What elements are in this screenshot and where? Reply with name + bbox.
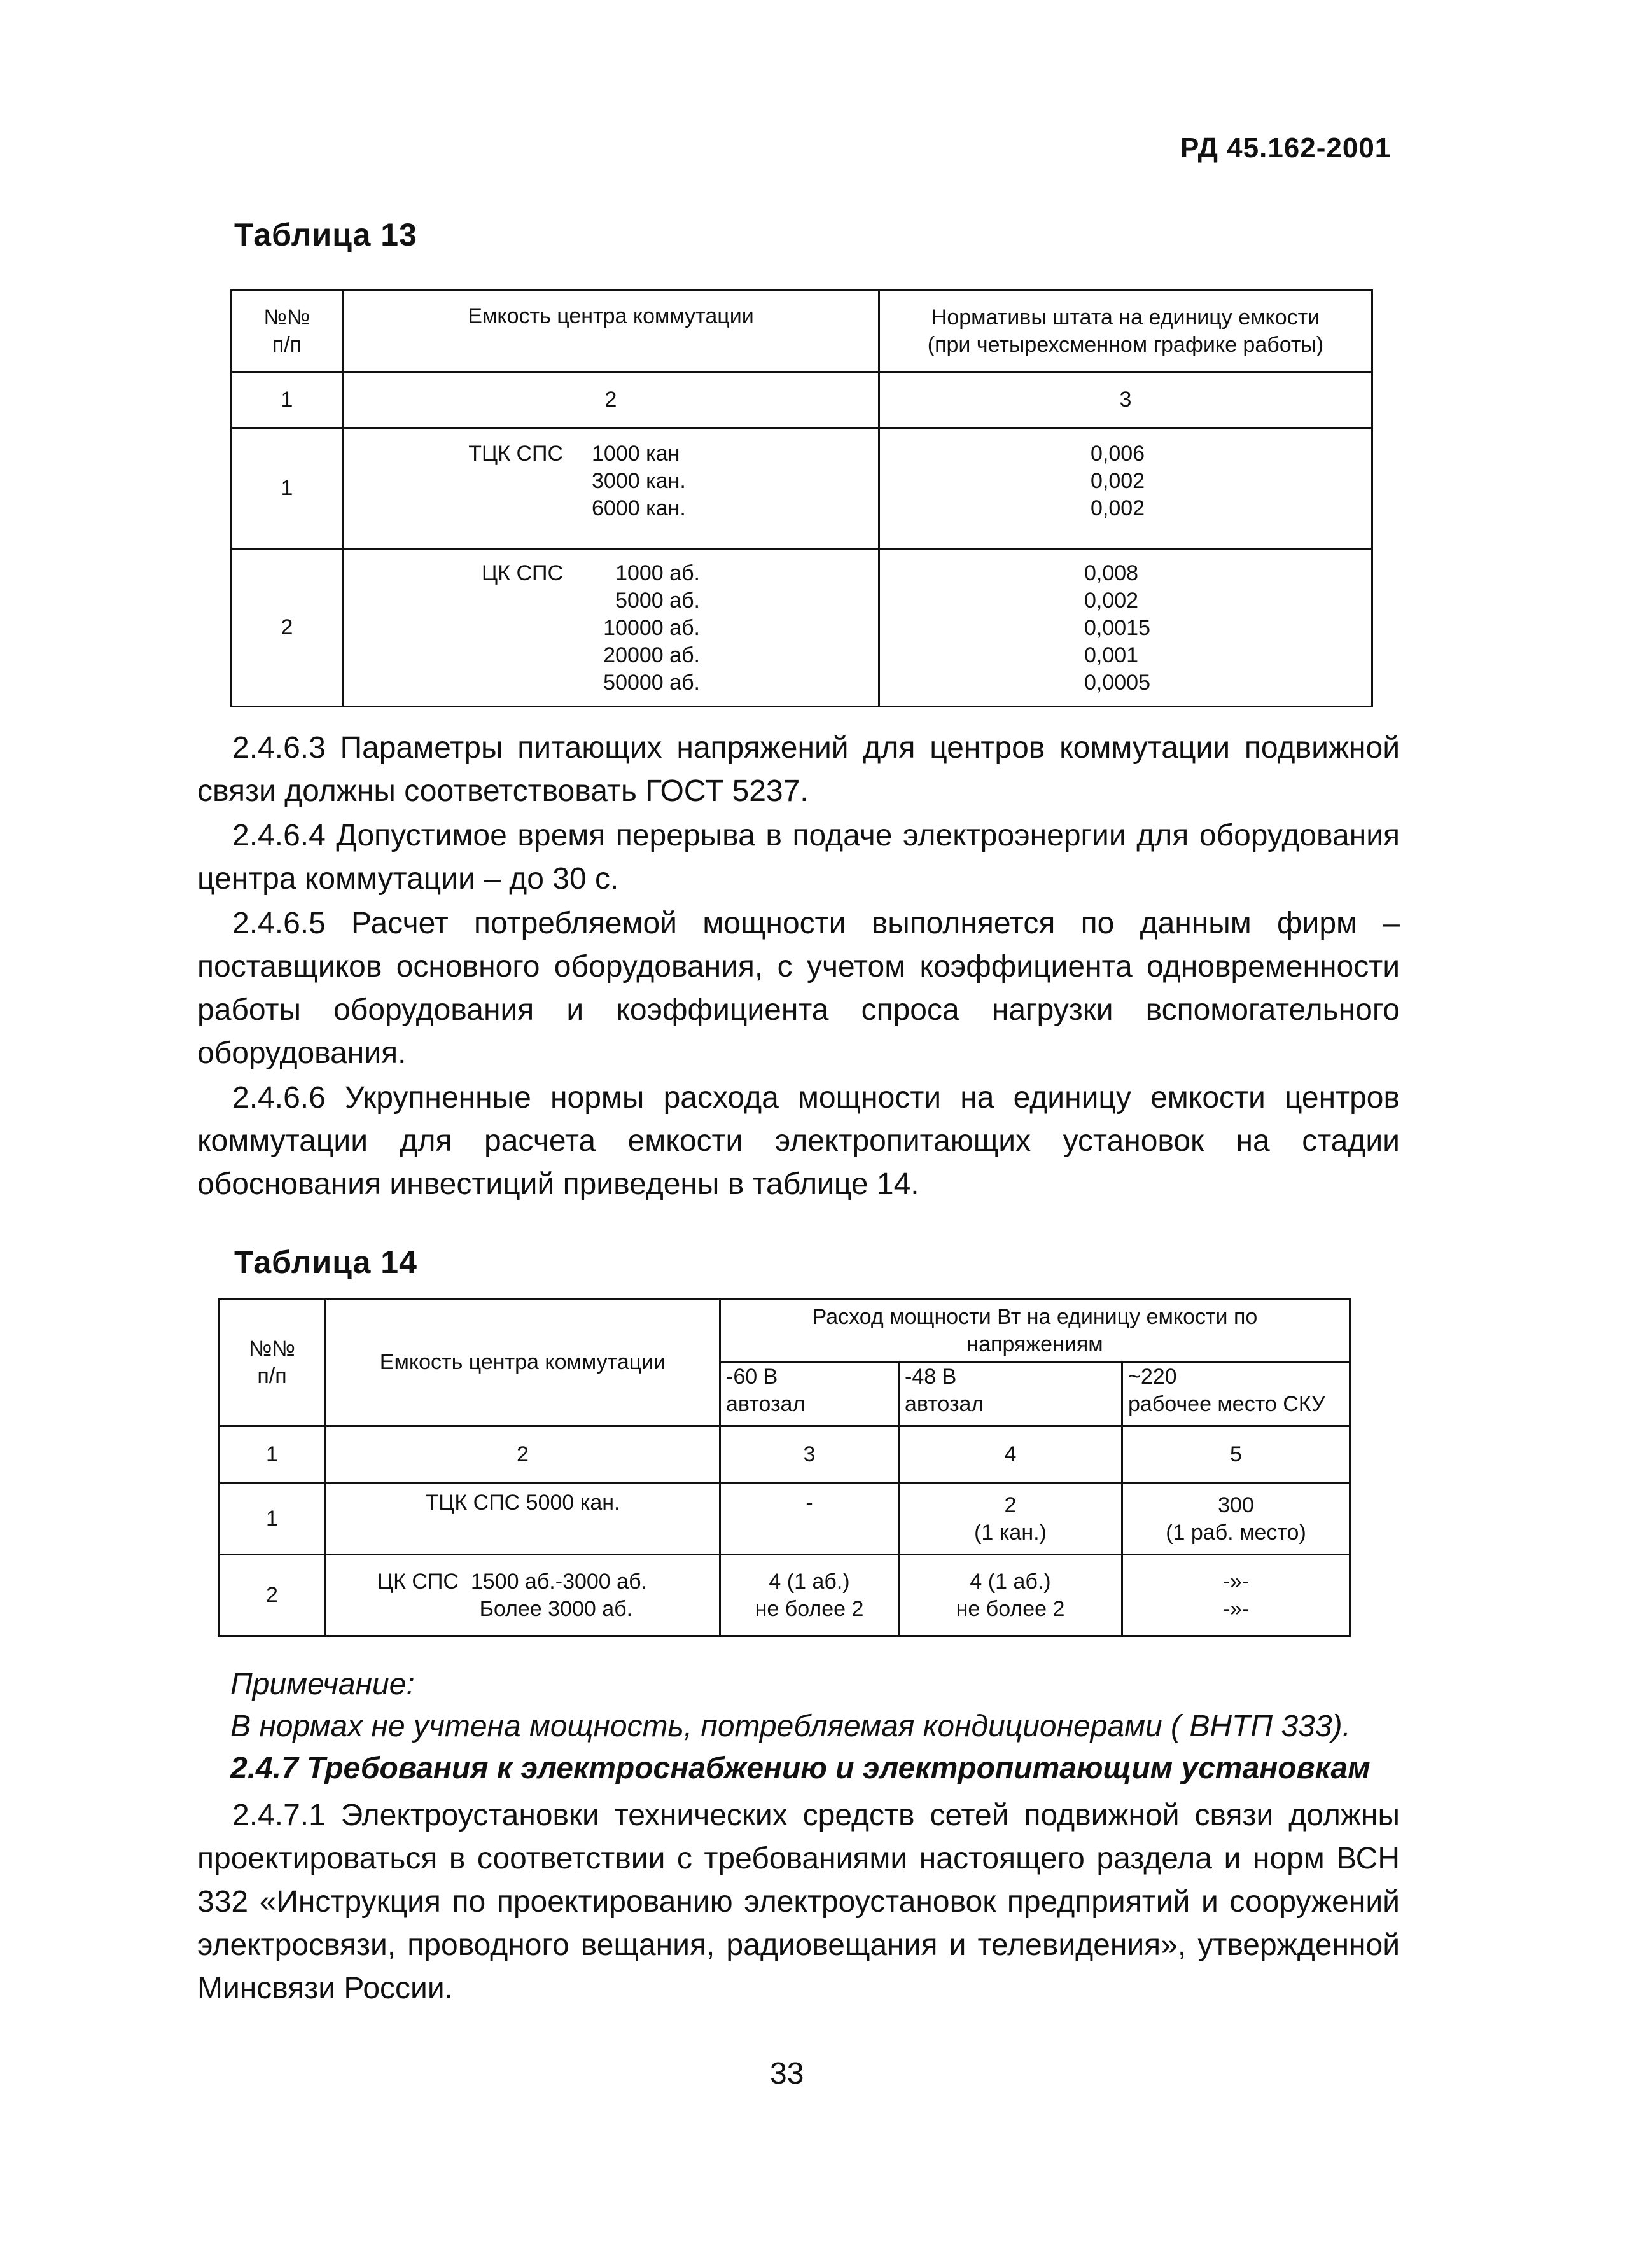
header-cell-power-group: Расход мощности Вт на единицу емкости по напряжениям [720, 1299, 1350, 1363]
table-row [219, 1484, 1350, 1555]
table-row [219, 1555, 1350, 1636]
norm-value: 0,001 [1084, 643, 1139, 667]
subheader-60v: -60 В автозал [720, 1363, 899, 1426]
norm-value: 0,0005 [1084, 671, 1150, 695]
station-type: ТЦК СПС [468, 442, 563, 466]
note-text: В нормах не учтена мощность, потребляемая кондиционерами ( ВНТП 333). [230, 1709, 1351, 1743]
col-number: 5 [1122, 1426, 1350, 1484]
paragraph: 2.4.6.3 Параметры питающих напряжений для центров коммутации подвижной связи должны соответствовать ГОСТ 5237. [197, 731, 1400, 808]
value-60v: - [720, 1484, 899, 1555]
norm-value: 0,002 [1084, 588, 1139, 613]
section-body [197, 1794, 1400, 2010]
table-14 [218, 1298, 1351, 1637]
norms-cell [879, 428, 1372, 549]
row-no: 2 [232, 549, 343, 707]
value-220v: -»- -»- [1122, 1555, 1350, 1636]
subheader-48v: -48 В автозал [899, 1363, 1122, 1426]
norm-value: 0,006 [1091, 442, 1145, 466]
capacity-cell [343, 428, 879, 549]
col-number: 2 [343, 372, 879, 428]
col-number: 1 [232, 372, 343, 428]
norm-value: 0,002 [1091, 469, 1145, 493]
capacity-cell: ЦК СПС 1500 аб.-3000 аб. Более 3000 аб. [326, 1555, 720, 1636]
col-number: 1 [219, 1426, 326, 1484]
norm-value: 0,008 [1084, 561, 1139, 585]
paragraph: 2.4.6.5 Расчет потребляемой мощности выполняется по данным фирм – поставщиков основного оборудования, с учетом коэффициента одновременности работы оборудования и коэффициента спроса нагрузки вспомогательного оборудования. [197, 907, 1400, 1070]
col-number: 3 [879, 372, 1372, 428]
table-row [219, 1299, 1350, 1363]
capacity-value: 50000 аб. [603, 671, 700, 695]
paragraph: 2.4.6.4 Допустимое время перерыва в подаче электроэнергии для оборудования центра коммутации – до 30 с. [197, 819, 1400, 896]
subheader-220v: ~220 рабочее место СКУ [1122, 1363, 1350, 1426]
col-number: 4 [899, 1426, 1122, 1484]
header-cell-norms: Нормативы штата на единицу емкости (при четырехсменном графике работы) [879, 291, 1372, 372]
table-row [219, 1426, 1350, 1484]
col-number: 2 [326, 1426, 720, 1484]
value-60v: 4 (1 аб.) не более 2 [720, 1555, 899, 1636]
body-paragraphs [197, 727, 1400, 1206]
header-cell-no: №№ п/п [219, 1299, 326, 1426]
table-row [232, 428, 1372, 549]
row-no: 1 [232, 428, 343, 549]
row-no: 1 [219, 1484, 326, 1555]
section-heading: 2.4.7 Требования к электроснабжению и электропитающим установкам [230, 1751, 1370, 1785]
col-number: 3 [720, 1426, 899, 1484]
table-13-caption: Таблица 13 [234, 217, 417, 253]
capacity-value: 20000 аб. [603, 643, 700, 667]
page-number: 33 [770, 2057, 804, 2091]
table-row [232, 549, 1372, 707]
capacity-cell: ТЦК СПС 5000 кан. [326, 1484, 720, 1555]
header-cell-capacity: Емкость центра коммутации [343, 291, 879, 372]
capacity-value: 1000 кан [592, 442, 680, 466]
paragraph: 2.4.7.1 Электроустановки технических средств сетей подвижной связи должны проектироваться в соответствии с требованиями настоящего раздела и норм ВСН 332 «Инструкция по проектированию электроустановок предприятий и сооружений электросвязи, проводного вещания, радиовещания и телевидения», утвержденной Минсвязи России. [197, 1798, 1400, 2005]
station-type: ЦК СПС [482, 561, 563, 585]
capacity-value: 1000 аб. [615, 561, 700, 585]
table-14-caption: Таблица 14 [234, 1244, 417, 1280]
capacity-cell [343, 549, 879, 707]
row-no: 2 [219, 1555, 326, 1636]
document-id: РД 45.162-2001 [1180, 132, 1391, 163]
header-cell-no: №№ п/п [232, 291, 343, 372]
note-heading: Примечание: [230, 1667, 415, 1701]
capacity-value: 6000 кан. [592, 496, 686, 520]
norm-value: 0,002 [1091, 496, 1145, 520]
header-cell-capacity: Емкость центра коммутации [326, 1299, 720, 1426]
table-13 [230, 289, 1373, 707]
capacity-value: 5000 аб. [615, 588, 700, 613]
value-48v: 4 (1 аб.) не более 2 [899, 1555, 1122, 1636]
table-row [232, 291, 1372, 372]
paragraph: 2.4.6.6 Укрупненные нормы расхода мощности на единицу емкости центров коммутации для расчета емкости электропитающих установок на стадии обоснования инвестиций приведены в таблице 14. [197, 1081, 1400, 1201]
value-220v: 300 (1 раб. место) [1122, 1484, 1350, 1555]
table-row [232, 372, 1372, 428]
norms-cell [879, 549, 1372, 707]
norm-value: 0,0015 [1084, 616, 1150, 640]
capacity-value: 10000 аб. [603, 616, 700, 640]
capacity-value: 3000 кан. [592, 469, 686, 493]
value-48v: 2 (1 кан.) [899, 1484, 1122, 1555]
